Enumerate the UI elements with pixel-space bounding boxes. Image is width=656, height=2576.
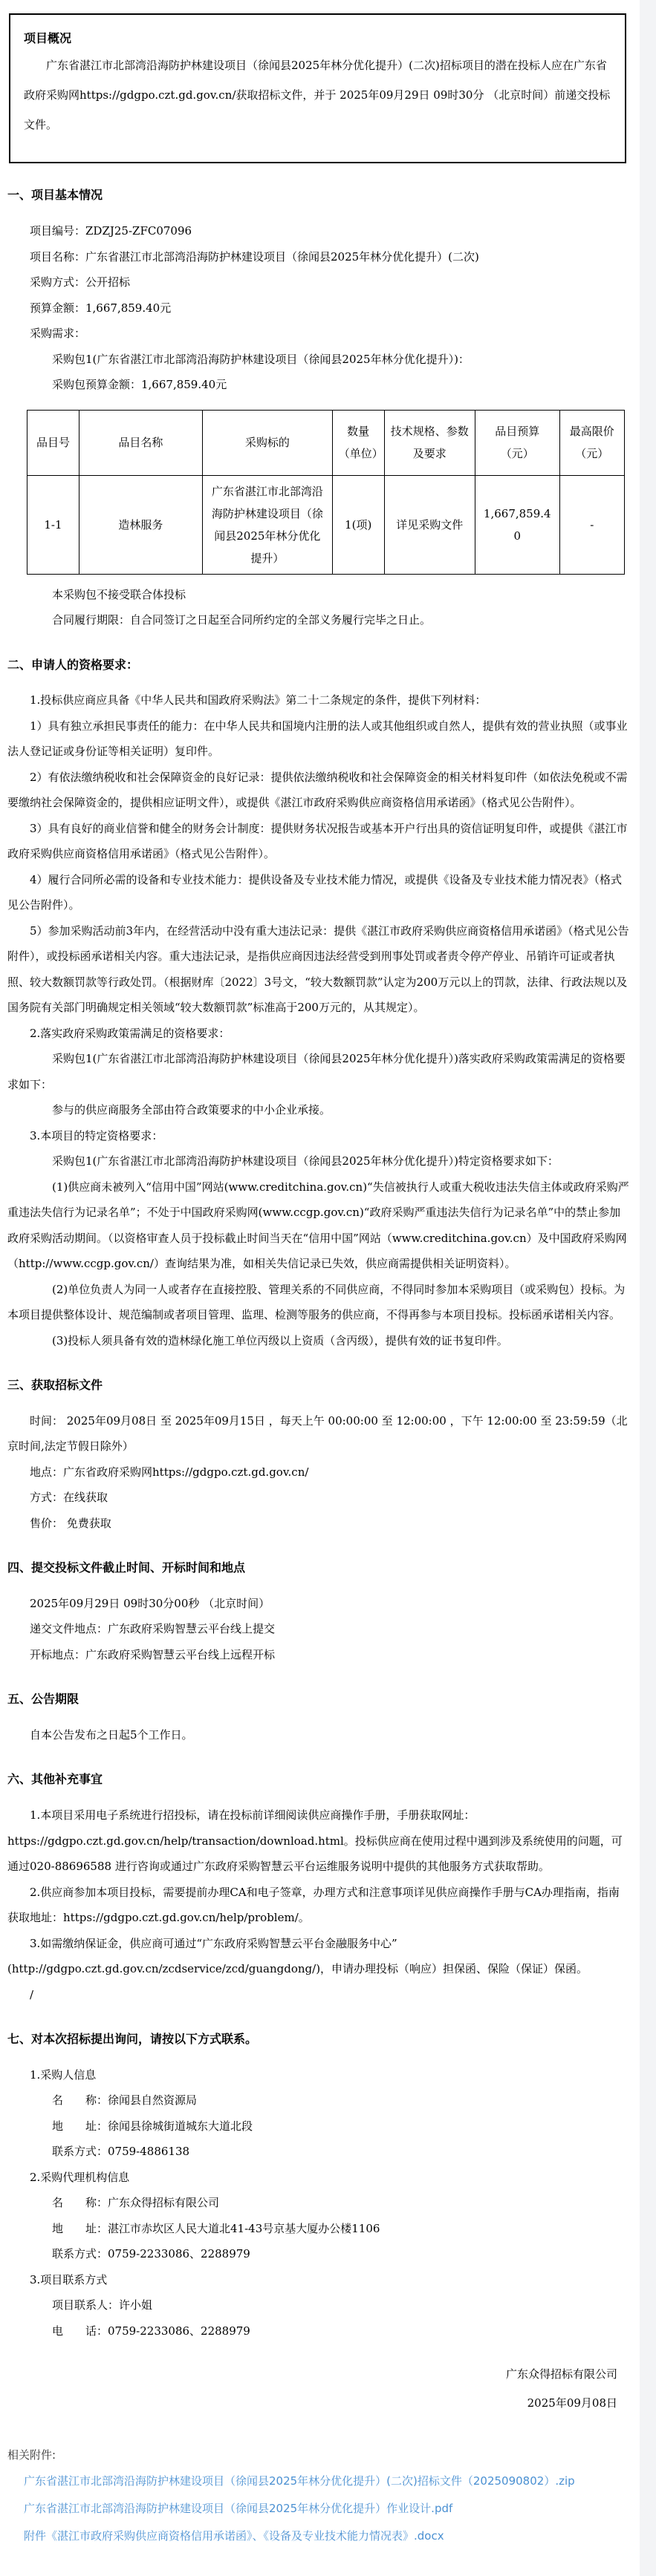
- table-row: [27, 475, 625, 574]
- project-number: 项目编号：ZDZJ25-ZFC07096: [30, 224, 192, 238]
- attachments-label: 相关附件:: [7, 2448, 56, 2462]
- supplementary-slash: /: [30, 1987, 34, 2001]
- purchaser-info-title: 1.采购人信息: [30, 2067, 97, 2082]
- obtain-price: 售价： 免费获取: [30, 1516, 111, 1530]
- col-item-name: 品目名称: [79, 410, 202, 475]
- overview-title: 项目概况: [24, 31, 72, 45]
- supplementary-2: 2.供应商参加本项目投标，需要提前办理CA和电子签章，办理方式和注意事项详见供应商操作手册与CA办理指南，指南获取地址：https://gdgpo.czt.gd.gov.cn/help/problem/。: [7, 1885, 620, 1924]
- signature-block: [7, 2360, 629, 2418]
- items-table: [27, 410, 625, 575]
- agency-info-title: 2.采购代理机构信息: [30, 2170, 130, 2184]
- cell-item-no: 1-1: [27, 475, 79, 574]
- qualification-intro: 1.投标供应商应具备《中华人民共和国政府采购法》第二十二条规定的条件，提供下列材料：: [30, 693, 487, 707]
- cell-subject: 广东省湛江市北部湾沿海防护林建设项目（徐闻县2025年林分优化提升）: [202, 475, 332, 574]
- section-heading-contact: 七、对本次招标提出询问，请按以下方式联系。: [7, 2032, 258, 2046]
- agency-name: 名 称：广东众得招标有限公司: [52, 2196, 220, 2210]
- package-line: 采购包1(广东省湛江市北部湾沿海防护林建设项目（徐闻县2025年林分优化提升）)：: [52, 352, 470, 366]
- cell-max-price: -: [559, 475, 624, 574]
- obtain-method: 方式：在线获取: [30, 1491, 108, 1505]
- section-heading-basic-info: 一、项目基本情况: [7, 188, 103, 203]
- contract-period-note: 合同履行期限：自合同签订之日起至合同所约定的全部义务履行完毕之日止。: [52, 613, 432, 627]
- purchaser-address: 地 址：徐闻县徐城街道城东大道北段: [52, 2119, 253, 2133]
- project-name: 项目名称：广东省湛江市北部湾沿海防护林建设项目（徐闻县2025年林分优化提升）(二次): [30, 249, 479, 264]
- purchaser-phone: 联系方式：0759-4886138: [52, 2145, 190, 2159]
- cell-item-budget: 1,667,859.40: [475, 475, 559, 574]
- project-overview-box: [9, 13, 626, 163]
- purchaser-name: 名 称：徐闻县自然资源局: [52, 2093, 198, 2108]
- bid-opening-place: 开标地点：广东政府采购智慧云平台线上远程开标: [30, 1647, 276, 1661]
- col-max-price: 最高限价（元）: [559, 410, 624, 475]
- obtain-place: 地点：广东省政府采购网https://gdgpo.czt.gd.gov.cn/: [30, 1465, 309, 1479]
- policy-requirement-package: 采购包1(广东省湛江市北部湾沿海防护林建设项目（徐闻县2025年林分优化提升）)落实政府采购政策需满足的资格要求如下：: [7, 1052, 626, 1091]
- policy-requirement-title: 2.落实政府采购政策需满足的资格要求：: [30, 1026, 230, 1040]
- section-heading-announcement-period: 五、公告期限: [7, 1692, 79, 1707]
- project-contact-title: 3.项目联系方式: [30, 2272, 108, 2286]
- col-item-no: 品目号: [27, 410, 79, 475]
- supplementary-3: 3.如需缴纳保证金，供应商可通过“广东政府采购智慧云平台金融服务中心”(http://gdgpo.czt.gd.gov.cn/zcdservice/zcd/guangdong/)，申请办理投标（响应）担保函、保险（保证）保函。: [7, 1936, 588, 1975]
- procurement-demand: 采购需求：: [30, 327, 86, 341]
- bid-deadline: 2025年09月29日 09时30分00秒 （北京时间）: [30, 1596, 270, 1610]
- section-heading-qualifications: 二、申请人的资格要求：: [7, 657, 139, 672]
- cell-item-name: 造林服务: [79, 475, 202, 574]
- specific-requirement-package: 采购包1(广东省湛江市北部湾沿海防护林建设项目（徐闻县2025年林分优化提升）)特定资格要求如下：: [52, 1154, 559, 1168]
- package-budget: 采购包预算金额：1,667,859.40元: [52, 378, 227, 392]
- attachments-section: [7, 2418, 629, 2554]
- policy-requirement-sme: 参与的供应商服务全部由符合政策要求的中小企业承接。: [52, 1103, 331, 1117]
- overview-text: 广东省湛江市北部湾沿海防护林建设项目（徐闻县2025年林分优化提升）(二次)招标项目的潜在投标人应在广东省政府采购网https://gdgpo.czt.gd.gov.cn/获取招标文件，并于 2025年09月29日 09时30分 （北京时间）前递交投标文件。: [24, 59, 611, 131]
- agency-address: 地 址：湛江市赤坎区人民大道北41-43号京基大厦办公楼1106: [52, 2221, 380, 2235]
- project-contact-phone: 电 话：0759-2233086、2288979: [52, 2324, 250, 2338]
- signature-company: 广东众得招标有限公司: [505, 2367, 617, 2382]
- obtain-time: 时间： 2025年09月08日 至 2025年09月15日 ，每天上午 00:00:00 至 12:00:00 ，下午 12:00:00 至 23:59:59（北京时间,法定节假日除外）: [7, 1413, 628, 1454]
- section-heading-deadline: 四、提交投标文件截止时间、开标时间和地点: [7, 1560, 246, 1575]
- specific-requirement-1: (1)供应商未被列入“信用中国”网站(www.creditchina.gov.cn)“失信被执行人或重大税收违法失信主体或政府采购严重违法失信行为记录名单”；不处于中国政府采购网(www.ccgp.gov.cn)“政府采购严重违法失信行为记录名单”中的禁止参加政府采购活动期间。（以资格审查人员于投标截止时间当天在“信用中国”网站（www.creditchina.gov.cn）及中国政府采购网（http://www.ccgp.gov.cn/）查询结果为准，如相关失信记录已失效，供应商需提供相关证明资料）。: [7, 1180, 629, 1271]
- qualification-item-3: 3）具有良好的商业信誉和健全的财务会计制度：提供财务状况报告或基本开户行出具的资信证明复印件，或提供《湛江市政府采购供应商资格信用承诺函》（格式见公告附件）。: [7, 821, 628, 861]
- section-heading-supplementary: 六、其他补充事宜: [7, 1772, 103, 1787]
- col-quantity: 数量（单位）: [332, 410, 384, 475]
- items-table-header-row: [27, 410, 625, 475]
- cell-spec: 详见采购文件: [384, 475, 475, 574]
- announcement-period: 自本公告发布之日起5个工作日。: [30, 1727, 193, 1742]
- supplementary-1: 1.本项目采用电子系统进行招投标，请在投标前详细阅读供应商操作手册，手册获取网址：https://gdgpo.czt.gd.gov.cn/help/transaction/download.html。投标供应商在使用过程中遇到涉及系统使用的问题，可通过020-88696588 进行咨询或通过广东政府采购智慧云平台运维服务说明中提供的其他服务方式获取帮助。: [7, 1808, 623, 1873]
- qualification-item-5: 5）参加采购活动前3年内，在经营活动中没有重大违法记录：提供《湛江市政府采购供应商资格信用承诺函》（格式见公告附件），或投标函承诺相关内容。重大违法记录，是指供应商因违法经营受到刑事处罚或者责令停产停业、吊销许可证或者执照、较大数额罚款等行政处罚。（根据财库〔2022〕3号文，“较大数额罚款”认定为200万元以上的罚款，法律、行政法规以及国务院有关部门明确规定相关领域“较大数额罚款”标准高于200万元的，从其规定）。: [7, 923, 629, 1015]
- submit-place: 递交文件地点：广东政府采购智慧云平台线上提交: [30, 1622, 276, 1636]
- agency-phone: 联系方式：0759-2233086、2288979: [52, 2247, 250, 2261]
- attachment-link-tender-zip[interactable]: 广东省湛江市北部湾沿海防护林建设项目（徐闻县2025年林分优化提升）(二次)招标文件（2025090802）.zip: [24, 2474, 575, 2488]
- project-contact-person: 项目联系人：许小姐: [52, 2298, 153, 2312]
- attachment-link-design-pdf[interactable]: 广东省湛江市北部湾沿海防护林建设项目（徐闻县2025年林分优化提升）作业设计.pdf: [24, 2501, 453, 2515]
- specific-requirement-2: (2)单位负责人为同一人或者存在直接控股、管理关系的不同供应商，不得同时参加本采购项目（或采购包）投标。为本项目提供整体设计、规范编制或者项目管理、监理、检测等服务的供应商，不得再参与本项目投标。投标函承诺相关内容。: [7, 1282, 626, 1322]
- cell-quantity: 1(项): [332, 475, 384, 574]
- no-consortium-note: 本采购包不接受联合体投标: [52, 587, 186, 601]
- col-item-budget: 品目预算（元）: [475, 410, 559, 475]
- qualification-item-4: 4）履行合同所必需的设备和专业技术能力：提供设备及专业技术能力情况，或提供《设备及专业技术能力情况表》（格式见公告附件）。: [7, 872, 623, 912]
- section-heading-obtain-documents: 三、获取招标文件: [7, 1378, 103, 1393]
- col-subject: 采购标的: [202, 410, 332, 475]
- qualification-item-2: 2）有依法缴纳税收和社会保障资金的良好记录：提供依法缴纳税收和社会保障资金的相关材料复印件（如依法免税或不需要缴纳社会保障资金的，提供相应证明文件），或提供《湛江市政府采购供应商资格信用承诺函》（格式见公告附件）。: [7, 770, 628, 810]
- attachment-link-forms-docx[interactable]: 附件《湛江市政府采购供应商资格信用承诺函》、《设备及专业技术能力情况表》.docx: [24, 2528, 444, 2543]
- qualification-item-1: 1）具有独立承担民事责任的能力：在中华人民共和国境内注册的法人或其他组织或自然人，提供有效的营业执照（或事业法人登记证或身份证等相关证明）复印件。: [7, 719, 628, 759]
- specific-requirement-3: (3)投标人须具备有效的造林绿化施工单位丙级以上资质（含丙级），提供有效的证书复印件。: [52, 1333, 508, 1347]
- budget-amount: 预算金额：1,667,859.40元: [30, 301, 172, 315]
- procurement-method: 采购方式：公开招标: [30, 275, 131, 290]
- col-spec: 技术规格、参数及要求: [384, 410, 475, 475]
- signature-date: 2025年09月08日: [527, 2396, 617, 2410]
- specific-requirement-title: 3.本项目的特定资格要求：: [30, 1128, 163, 1142]
